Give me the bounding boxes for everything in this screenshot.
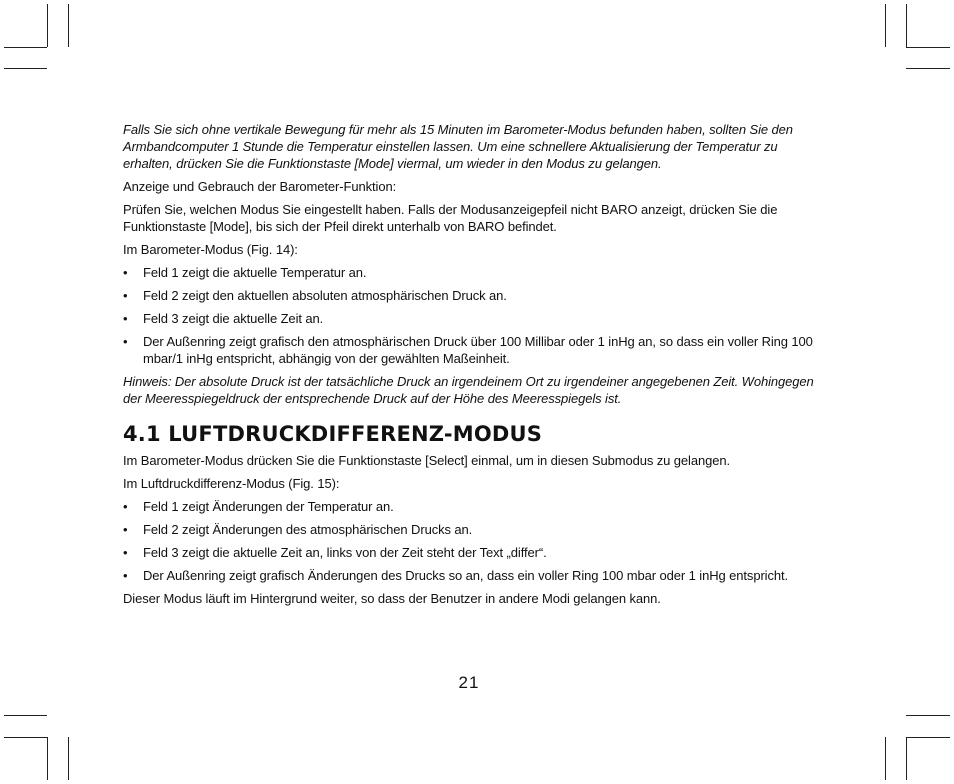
list-item — [123, 287, 819, 304]
intro-note: Falls Sie sich ohne vertikale Bewegung für mehr als 15 Minuten im Barometer-Modus befunden haben, sollten Sie den Armbandcomputer 1 Stunde die Temperatur einstellen lassen. Um eine schnellere Aktualisierung der Temperatur zu erhalten, drücken Sie die Funktionstaste [Mode] viermal, um wieder in den Modus zu gelangen. — [123, 122, 793, 171]
list-item-text: Feld 3 zeigt die aktuelle Zeit an. — [143, 311, 324, 326]
bullet-icon: • — [123, 545, 128, 560]
list-item — [123, 333, 819, 367]
paragraph-check-mode: Prüfen Sie, welchen Modus Sie eingestellt haben. Falls der Modusanzeigepfeil nicht BARO anzeigt, drücken Sie die Funktionstaste [Mode], bis sich der Pfeil direkt unterhalb von BARO befindet. — [123, 202, 778, 234]
crop-mark — [906, 47, 950, 48]
list-item — [123, 567, 819, 584]
bullet-icon: • — [123, 568, 128, 583]
paragraph-baro-mode: Im Barometer-Modus (Fig. 14): — [123, 242, 298, 257]
crop-mark — [4, 47, 47, 48]
crop-mark — [4, 68, 47, 69]
list-item — [123, 521, 819, 538]
crop-mark — [906, 68, 950, 69]
crop-mark — [4, 715, 47, 716]
crop-mark — [68, 737, 69, 780]
section-heading: 4.1 LUFTDRUCKDIFFERENZ-MODUS — [123, 422, 543, 446]
list-item-text: Feld 2 zeigt den aktuellen absoluten atmosphärischen Druck an. — [143, 288, 507, 303]
bullet-icon: • — [123, 265, 128, 280]
bullet-icon: • — [123, 311, 128, 326]
paragraph-background: Dieser Modus läuft im Hintergrund weiter, so dass der Benutzer in andere Modi gelangen kann. — [123, 591, 661, 606]
list-item-text: Der Außenring zeigt grafisch den atmosphärischen Druck über 100 Millibar oder 1 inHg an, so dass ein voller Ring 100 mbar/1 inHg entspricht, abhängig von der gewählten Maßeinheit. — [143, 334, 813, 366]
diff-bullet-list — [123, 498, 819, 584]
bullet-icon: • — [123, 334, 128, 349]
bullet-icon: • — [123, 522, 128, 537]
crop-mark — [68, 4, 69, 47]
bullet-icon: • — [123, 288, 128, 303]
list-item — [123, 310, 819, 327]
list-item — [123, 544, 819, 561]
crop-mark — [47, 737, 48, 780]
list-item — [123, 498, 819, 515]
paragraph-submode: Im Barometer-Modus drücken Sie die Funktionstaste [Select] einmal, um in diesen Submodus zu gelangen. — [123, 453, 731, 468]
page-number: 21 — [458, 673, 480, 692]
list-item — [123, 264, 819, 281]
page-content — [123, 121, 819, 613]
hint-note: Hinweis: Der absolute Druck ist der tatsächliche Druck an irgendeinem Ort zu irgendeiner angegebenen Zeit. Wohingegen der Meeresspiegeldruck der entsprechende Druck auf der Höhe des Meeresspiegels ist. — [123, 374, 814, 406]
baro-bullet-list — [123, 264, 819, 367]
crop-mark — [47, 4, 48, 47]
list-item-text: Feld 1 zeigt die aktuelle Temperatur an. — [143, 265, 367, 280]
paragraph-diff-mode: Im Luftdruckdifferenz-Modus (Fig. 15): — [123, 476, 340, 491]
paragraph-display-usage: Anzeige und Gebrauch der Barometer-Funktion: — [123, 179, 397, 194]
crop-mark — [906, 737, 950, 738]
bullet-icon: • — [123, 499, 128, 514]
list-item-text: Feld 1 zeigt Änderungen der Temperatur an. — [143, 499, 394, 514]
list-item-text: Feld 3 zeigt die aktuelle Zeit an, links von der Zeit steht der Text „differ“. — [143, 545, 547, 560]
crop-mark — [885, 4, 886, 47]
crop-mark — [906, 737, 907, 780]
crop-mark — [906, 4, 907, 47]
crop-mark — [906, 715, 950, 716]
crop-mark — [4, 737, 47, 738]
crop-mark — [885, 737, 886, 780]
list-item-text: Der Außenring zeigt grafisch Änderungen des Drucks so an, dass ein voller Ring 100 mbar oder 1 inHg entspricht. — [143, 568, 789, 583]
list-item-text: Feld 2 zeigt Änderungen des atmosphärischen Drucks an. — [143, 522, 473, 537]
